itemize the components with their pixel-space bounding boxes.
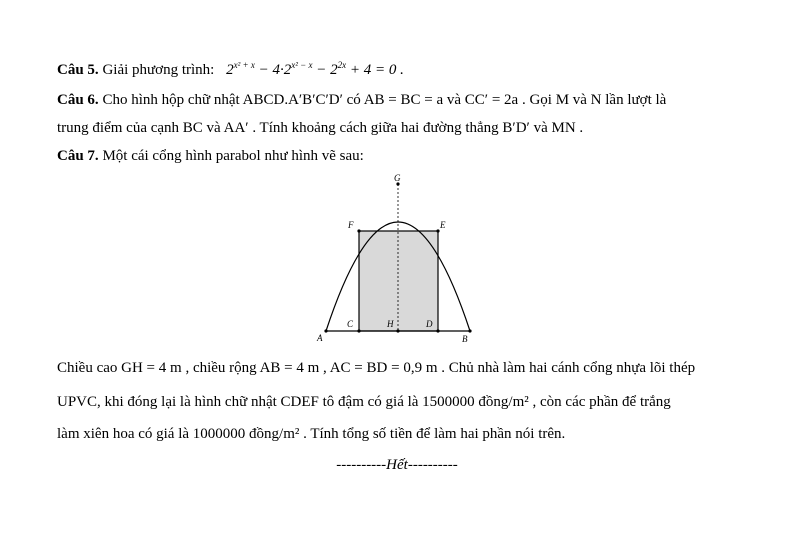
point-h [396, 329, 399, 332]
question-5-text: Giải phương trình: [102, 62, 215, 78]
label-f: F [348, 220, 354, 230]
question-7-paragraph-1 [57, 360, 695, 377]
question-6-label: Câu 6. [57, 92, 99, 108]
label-h: H [387, 319, 394, 329]
label-b: B [462, 334, 468, 344]
question-7-text: Một cái cổng hình parabol như hình vẽ sau: [102, 148, 364, 164]
question-5 [57, 62, 404, 79]
label-g: G [394, 173, 401, 183]
label-e: E [440, 220, 446, 230]
point-f [357, 229, 360, 232]
point-d [436, 329, 439, 332]
question-6-text-1: Cho hình hộp chữ nhật ABCD.A′B′C′D′ có AB = BC = a và CC′ = 2a . Gọi M và N lần lượt là [102, 92, 667, 108]
question-7-paragraph-3 [57, 426, 565, 443]
question-7-label: Câu 7. [57, 148, 99, 164]
question-7-para-1-text: Chiều cao GH = 4 m , chiều rộng AB = 4 m , AC = BD = 0,9 m . Chủ nhà làm hai cánh cổng nhựa lõi thép [57, 360, 696, 376]
question-6-line-1 [57, 92, 666, 109]
label-c: C [347, 319, 354, 329]
gate-rectangle-cdef [359, 231, 438, 331]
question-6-line-2 [57, 120, 583, 137]
question-7-paragraph-2 [57, 394, 671, 411]
question-7-para-3-text: làm xiên hoa có giá là 1000000 đồng/m² . Tính tổng số tiền để làm hai phần nói trên. [57, 426, 566, 442]
question-7 [57, 148, 364, 165]
point-c [357, 329, 360, 332]
label-d: D [426, 319, 433, 329]
label-a: A [317, 333, 323, 343]
question-5-label: Câu 5. [57, 62, 99, 78]
point-a [324, 329, 327, 332]
question-5-equation: $2^{x^2 + x} - 4\cdot 2^{x^2 - x} - 2^{2x} + 4 = 0$ . [226, 60, 404, 78]
point-b [468, 329, 471, 332]
end-marker: ----------Hết---------- [336, 457, 458, 473]
parabola-gate-figure [310, 172, 480, 347]
question-7-para-2-text: UPVC, khi đóng lại là hình chữ nhật CDEF tô đậm có giá là 1500000 đồng/m² , còn các phần để trắng [57, 394, 671, 410]
question-6-text-2: trung điểm của cạnh BC và AA′ . Tính khoảng cách giữa hai đường thẳng B′D′ và MN . [57, 120, 584, 136]
